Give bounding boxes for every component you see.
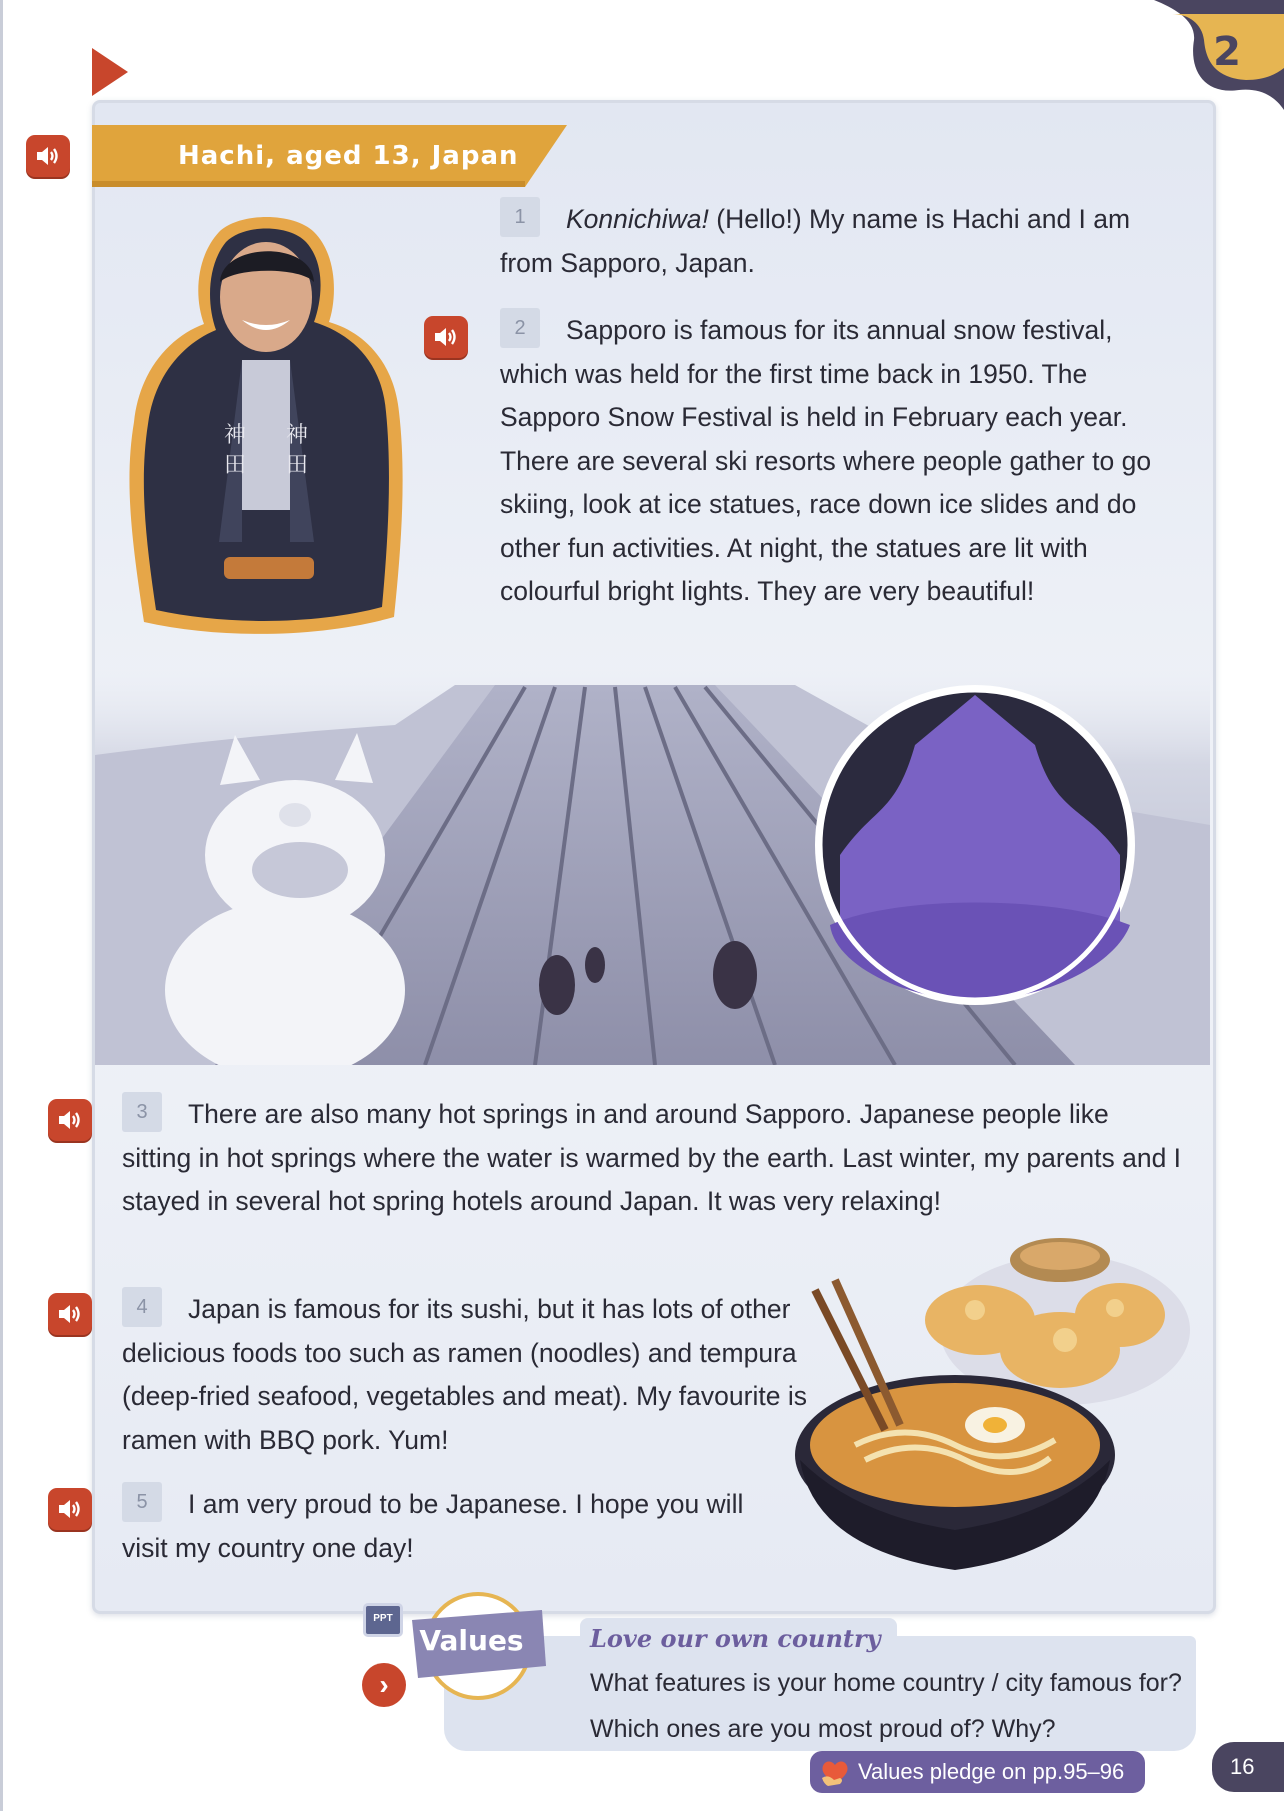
hachi-portrait: [124, 212, 409, 642]
paragraph-text: There are also many hot springs in and around Sapporo. Japanese people like sitting in hot springs where the water is warmed by the earth. Last winter, my parents and I stayed in several hot spring hotels around Japan. It was very relaxing!: [122, 1099, 1182, 1216]
paragraph-text: Japan is famous for its sushi, but it has lots of other delicious foods too such as ramen (noodles) and tempura (deep-fried seafood, vegetables and meat). My favourite is ramen with BBQ pork. Yum!: [122, 1294, 807, 1455]
play-triangle-icon: [92, 48, 128, 96]
unit-number: 2: [1213, 29, 1241, 75]
speaker-icon: [432, 325, 460, 349]
speaker-icon: [56, 1108, 84, 1132]
svg-text:田: 田: [224, 453, 247, 478]
ppt-icon[interactable]: PPT: [363, 1603, 403, 1637]
audio-button-paragraph-2[interactable]: [424, 316, 468, 358]
paragraph-5: [122, 1483, 762, 1570]
paragraph-2: [500, 309, 1160, 614]
speaker-icon: [56, 1302, 84, 1326]
audio-button-paragraph-3[interactable]: [48, 1099, 92, 1141]
paragraph-3: [122, 1093, 1182, 1224]
speaker-icon: [34, 144, 62, 168]
values-pledge-link[interactable]: [810, 1751, 1145, 1793]
greeting-italic: Konnichiwa!: [566, 204, 709, 234]
paragraph-text: Sapporo is famous for its annual snow festival, which was held for the first time back in 1950. The Sapporo Snow Festival is held in February each year. There are several ski resorts where people gather to go skiing, look at ice statues, race down ice slides and do other fun activities. At night, the statues are lit with colourful bright lights. They are very beautiful!: [500, 315, 1152, 606]
speaker-icon: [56, 1497, 84, 1521]
heart-hand-icon: [818, 1756, 852, 1788]
name-banner: [92, 125, 567, 187]
paragraph-text: I am very proud to be Japanese. I hope you will visit my country one day!: [122, 1489, 744, 1563]
values-title: Love our own country: [580, 1618, 897, 1660]
paragraph-number: 5: [122, 1482, 162, 1522]
paragraph-number: 4: [122, 1287, 162, 1327]
audio-button-banner[interactable]: [26, 135, 70, 177]
snow-festival-photo: [95, 665, 1210, 1065]
page-number: 16: [1212, 1742, 1284, 1792]
pledge-text: Values pledge on pp.95–96: [858, 1759, 1125, 1784]
paragraph-number: 2: [500, 308, 540, 348]
paragraph-4: [122, 1288, 862, 1462]
values-badge-label: Values: [419, 1624, 524, 1657]
chevron-right-icon[interactable]: ›: [362, 1663, 406, 1707]
page-edge: [0, 0, 3, 1811]
paragraph-number: 1: [500, 197, 540, 237]
paragraph-number: 3: [122, 1092, 162, 1132]
svg-text:神: 神: [286, 423, 309, 448]
values-question: What features is your home country / city famous for? Which ones are you most proud of? Why?: [590, 1669, 1182, 1743]
paragraph-1: [500, 198, 1140, 285]
audio-button-paragraph-4[interactable]: [48, 1293, 92, 1335]
banner-title: Hachi, aged 13, Japan: [178, 141, 519, 171]
paragraph-text: (Hello!) My name is Hachi and I am from Sapporo, Japan.: [500, 204, 1131, 278]
audio-button-paragraph-5[interactable]: [48, 1488, 92, 1530]
svg-text:神: 神: [224, 423, 247, 448]
svg-text:田: 田: [286, 453, 309, 478]
